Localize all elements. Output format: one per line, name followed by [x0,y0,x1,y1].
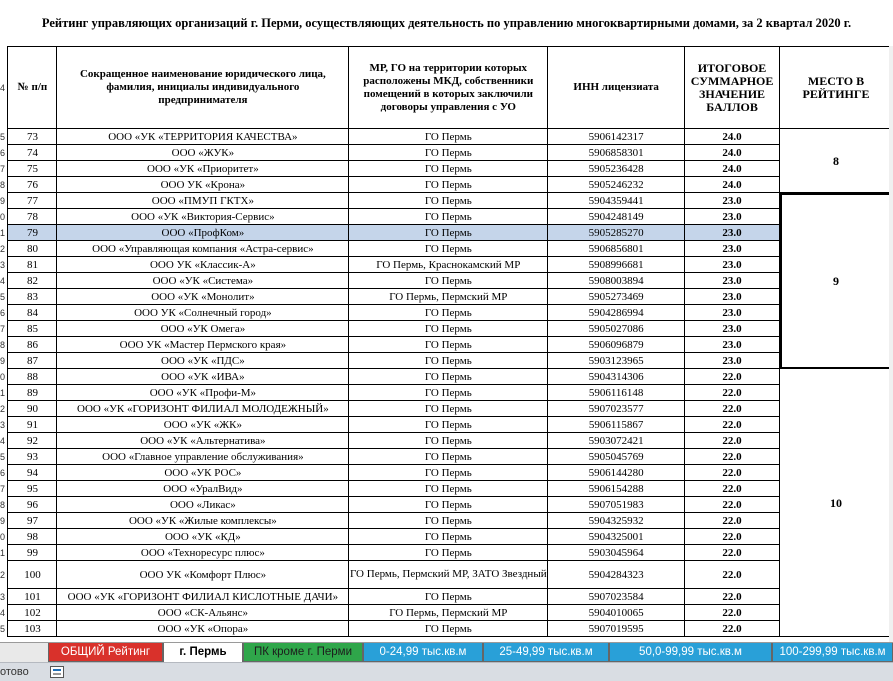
cell-territory[interactable]: ГО Пермь [349,337,548,353]
cell-name[interactable]: ООО «УК РОС» [57,465,349,481]
cell-name[interactable]: ООО «УК «Жилые комплексы» [57,513,349,529]
cell-score[interactable]: 22.0 [685,465,780,481]
cell-num[interactable]: 79 [8,225,57,241]
cell-territory[interactable]: ГО Пермь, Пермский МР [349,605,548,621]
cell-score[interactable]: 22.0 [685,417,780,433]
row-header[interactable]: 5 [0,129,8,145]
cell-num[interactable]: 91 [8,417,57,433]
row-header[interactable]: 4 [0,605,8,621]
cell-num[interactable]: 81 [8,257,57,273]
cell-name[interactable]: ООО «УК «ТЕРРИТОРИЯ КАЧЕСТВА» [57,129,349,145]
cell-territory[interactable]: ГО Пермь [349,545,548,561]
header-num[interactable]: № п/п [8,47,57,129]
table-row[interactable] [0,257,893,273]
cell-territory[interactable]: ГО Пермь [349,305,548,321]
sheet-tab-bar [0,642,893,662]
table-row[interactable] [0,497,893,513]
macro-record-icon[interactable] [50,666,64,678]
row-header[interactable]: 9 [0,513,8,529]
table-row[interactable] [0,177,893,193]
cell-territory[interactable]: ГО Пермь, Пермский МР [349,289,548,305]
table-row[interactable] [0,369,893,385]
cell-inn[interactable]: 5906144280 [548,465,685,481]
cell-name[interactable]: ООО «СК-Альянс» [57,605,349,621]
cell-territory[interactable]: ГО Пермь [349,385,548,401]
cell-territory[interactable]: ГО Пермь [349,401,548,417]
table-row[interactable] [0,401,893,417]
cell-name[interactable]: ООО УК «Комфорт Плюс» [57,561,349,589]
cell-num[interactable]: 75 [8,161,57,177]
cell-inn[interactable]: 5903072421 [548,433,685,449]
cell-name[interactable]: ООО УК «Солнечный город» [57,305,349,321]
row-header[interactable]: 7 [0,321,8,337]
cell-name[interactable]: ООО «УК «ГОРИЗОНТ ФИЛИАЛ КИСЛОТНЫЕ ДАЧИ» [57,589,349,605]
cell-score[interactable]: 23.0 [685,353,780,369]
row-header[interactable]: 3 [0,589,8,605]
cell-territory[interactable]: ГО Пермь [349,321,548,337]
row-header[interactable]: 8 [0,177,8,193]
cell-name[interactable]: ООО «УК «Приоритет» [57,161,349,177]
sheet-tab[interactable]: 100-299,99 тыс.кв.м [772,643,893,662]
cell-name[interactable]: ООО УК «Классик-А» [57,257,349,273]
cell-inn[interactable]: 5906856801 [548,241,685,257]
cell-name[interactable]: ООО «УК «ЖК» [57,417,349,433]
row-header[interactable]: 8 [0,497,8,513]
row-header[interactable]: 5 [0,289,8,305]
sheet-tab[interactable]: 25-49,99 тыс.кв.м [483,643,609,662]
cell-score[interactable]: 23.0 [685,337,780,353]
cell-score[interactable]: 22.0 [685,449,780,465]
table-row[interactable] [0,337,893,353]
cell-score[interactable]: 23.0 [685,321,780,337]
cell-territory[interactable]: ГО Пермь [349,273,548,289]
cell-inn[interactable]: 5907019595 [548,621,685,637]
cell-name[interactable]: ООО «УК «ГОРИЗОНТ ФИЛИАЛ МОЛОДЕЖНЫЙ» [57,401,349,417]
row-header[interactable]: 8 [0,337,8,353]
table-row[interactable] [0,289,893,305]
cell-num[interactable]: 92 [8,433,57,449]
cell-num[interactable]: 96 [8,497,57,513]
cell-score[interactable]: 22.0 [685,401,780,417]
cell-territory[interactable]: ГО Пермь [349,529,548,545]
row-header[interactable]: 9 [0,193,8,209]
cell-num[interactable]: 89 [8,385,57,401]
table-row[interactable] [0,481,893,497]
cell-num[interactable]: 88 [8,369,57,385]
cell-place[interactable]: 8 [780,129,893,193]
row-header[interactable]: 6 [0,305,8,321]
table-row[interactable] [0,513,893,529]
cell-score[interactable]: 22.0 [685,561,780,589]
cell-territory[interactable]: ГО Пермь [349,589,548,605]
cell-place[interactable]: 10 [780,369,893,637]
cell-territory[interactable]: ГО Пермь [349,433,548,449]
table-row[interactable] [0,529,893,545]
cell-num[interactable]: 73 [8,129,57,145]
cell-name[interactable]: ООО «Главное управление обслуживания» [57,449,349,465]
cell-inn[interactable]: 5906116148 [548,385,685,401]
cell-place[interactable]: 9 [780,193,893,369]
cell-territory[interactable]: ГО Пермь [349,513,548,529]
cell-name[interactable]: ООО УК «Крона» [57,177,349,193]
cell-name[interactable]: ООО «Ликас» [57,497,349,513]
cell-score[interactable]: 23.0 [685,209,780,225]
cell-territory[interactable]: ГО Пермь [349,353,548,369]
cell-territory[interactable]: ГО Пермь [349,161,548,177]
cell-score[interactable]: 22.0 [685,529,780,545]
cell-score[interactable]: 23.0 [685,273,780,289]
cell-name[interactable]: ООО «УК «Альтернатива» [57,433,349,449]
cell-score[interactable]: 24.0 [685,161,780,177]
cell-num[interactable]: 97 [8,513,57,529]
cell-inn[interactable]: 5906096879 [548,337,685,353]
cell-name[interactable]: ООО «ПрофКом» [57,225,349,241]
cell-inn[interactable]: 5906154288 [548,481,685,497]
table-row[interactable] [0,605,893,621]
table-row[interactable] [0,161,893,177]
cell-score[interactable]: 22.0 [685,433,780,449]
cell-score[interactable]: 22.0 [685,369,780,385]
cell-inn[interactable]: 5907023584 [548,589,685,605]
cell-territory[interactable]: ГО Пермь [349,177,548,193]
table-row[interactable] [0,589,893,605]
cell-inn[interactable]: 5907051983 [548,497,685,513]
row-header[interactable]: 1 [0,545,8,561]
row-header[interactable]: 3 [0,417,8,433]
table-row[interactable] [0,241,893,257]
cell-territory[interactable]: ГО Пермь [349,145,548,161]
row-header[interactable]: 0 [0,529,8,545]
cell-territory[interactable]: ГО Пермь [349,193,548,209]
table-row[interactable] [0,193,893,209]
cell-inn[interactable]: 5903123965 [548,353,685,369]
cell-name[interactable]: ООО «УК «Профи-М» [57,385,349,401]
cell-score[interactable]: 23.0 [685,305,780,321]
cell-inn[interactable]: 5908996681 [548,257,685,273]
cell-num[interactable]: 86 [8,337,57,353]
cell-name[interactable]: ООО «УралВид» [57,481,349,497]
cell-territory[interactable]: ГО Пермь [349,225,548,241]
cell-inn[interactable]: 5905246232 [548,177,685,193]
cell-num[interactable]: 80 [8,241,57,257]
row-header[interactable]: 4 [0,433,8,449]
cell-num[interactable]: 77 [8,193,57,209]
header-territory[interactable]: МР, ГО на территории которых расположены МКД, собственники помещений в которых заключили договоры управления с УО [349,47,548,129]
cell-territory[interactable]: ГО Пермь [349,209,548,225]
status-text: отово [0,666,29,678]
cell-territory[interactable]: ГО Пермь [349,369,548,385]
cell-score[interactable]: 24.0 [685,177,780,193]
cell-inn[interactable]: 5905045769 [548,449,685,465]
header-name[interactable]: Сокращенное наименование юридического лица, фамилия, инициалы индивидуального предпринимателя [57,47,349,129]
cell-score[interactable]: 22.0 [685,385,780,401]
cell-num[interactable]: 101 [8,589,57,605]
cell-name[interactable]: ООО «ПМУП ГКТХ» [57,193,349,209]
table-row[interactable] [0,545,893,561]
cell-num[interactable]: 90 [8,401,57,417]
cell-inn[interactable]: 5904284323 [548,561,685,589]
row-header[interactable]: 5 [0,621,8,637]
cell-territory[interactable]: ГО Пермь, Краснокамский МР [349,257,548,273]
table-row[interactable] [0,561,893,589]
vertical-scrollbar-edge[interactable] [889,46,893,642]
cell-name[interactable]: ООО «УК «Система» [57,273,349,289]
cell-territory[interactable]: ГО Пермь, Пермский МР, ЗАТО Звездный [349,561,548,589]
cell-territory[interactable]: ГО Пермь [349,497,548,513]
cell-territory[interactable]: ГО Пермь [349,241,548,257]
cell-inn[interactable]: 5906142317 [548,129,685,145]
cell-score[interactable]: 22.0 [685,605,780,621]
cell-name[interactable]: ООО «УК «Опора» [57,621,349,637]
row-header[interactable]: 7 [0,481,8,497]
table-row[interactable] [0,433,893,449]
cell-score[interactable]: 22.0 [685,621,780,637]
table-row[interactable] [0,321,893,337]
sheet-tab[interactable]: 0-24,99 тыс.кв.м [363,643,483,662]
cell-name[interactable]: ООО «УК «ИВА» [57,369,349,385]
table-row[interactable] [0,353,893,369]
cell-inn[interactable]: 5904325932 [548,513,685,529]
cell-name[interactable]: ООО «УК Омега» [57,321,349,337]
cell-score[interactable]: 22.0 [685,513,780,529]
cell-inn[interactable]: 5906858301 [548,145,685,161]
cell-num[interactable]: 95 [8,481,57,497]
cell-name[interactable]: ООО «УК «Виктория-Сервис» [57,209,349,225]
cell-inn[interactable]: 5904010065 [548,605,685,621]
cell-inn[interactable]: 5904314306 [548,369,685,385]
row-header[interactable]: 2 [0,241,8,257]
cell-inn[interactable]: 5906115867 [548,417,685,433]
cell-name[interactable]: ООО «Техноресурс плюс» [57,545,349,561]
cell-territory[interactable]: ГО Пермь [349,129,548,145]
table-row[interactable] [0,449,893,465]
cell-score[interactable]: 22.0 [685,545,780,561]
cell-name[interactable]: ООО «ЖУК» [57,145,349,161]
cell-name[interactable]: ООО «УК «Монолит» [57,289,349,305]
row-header[interactable]: 5 [0,449,8,465]
cell-score[interactable]: 23.0 [685,289,780,305]
header-place[interactable]: МЕСТО В РЕЙТИНГЕ [780,47,893,129]
status-bar [0,662,893,681]
header-inn[interactable]: ИНН лицензиата [548,47,685,129]
cell-name[interactable]: ООО «УК «КД» [57,529,349,545]
cell-inn[interactable]: 5904248149 [548,209,685,225]
row-header[interactable]: 6 [0,145,8,161]
cell-score[interactable]: 22.0 [685,497,780,513]
cell-num[interactable]: 94 [8,465,57,481]
cell-inn[interactable]: 5907023577 [548,401,685,417]
cell-inn[interactable]: 5904359441 [548,193,685,209]
table-row[interactable] [0,209,893,225]
row-header[interactable]: 0 [0,209,8,225]
sheet-title [0,0,893,46]
row-header[interactable]: 4 [0,47,8,129]
cell-inn[interactable]: 5908003894 [548,273,685,289]
cell-inn[interactable]: 5905273469 [548,289,685,305]
cell-score[interactable]: 23.0 [685,193,780,209]
table-row[interactable] [0,385,893,401]
cell-score[interactable]: 23.0 [685,257,780,273]
row-header[interactable]: 4 [0,273,8,289]
cell-score[interactable]: 22.0 [685,589,780,605]
header-row [0,47,893,129]
spreadsheet-grid[interactable] [0,46,893,642]
cell-territory[interactable]: ГО Пермь [349,481,548,497]
cell-territory[interactable]: ГО Пермь [349,465,548,481]
header-score[interactable]: ИТОГОВОЕ СУММАРНОЕ ЗНАЧЕНИЕ БАЛЛОВ [685,47,780,129]
sheet-tab[interactable]: ОБЩИЙ Рейтинг [48,643,163,662]
cell-score[interactable]: 22.0 [685,481,780,497]
cell-inn[interactable]: 5903045964 [548,545,685,561]
row-header[interactable]: 9 [0,353,8,369]
cell-inn[interactable]: 5904286994 [548,305,685,321]
cell-num[interactable]: 83 [8,289,57,305]
rating-table[interactable] [0,46,893,637]
row-header[interactable]: 2 [0,401,8,417]
cell-num[interactable]: 76 [8,177,57,193]
cell-score[interactable]: 24.0 [685,129,780,145]
sheet-title-text: Рейтинг управляющих организаций г. Перми, осуществляющих деятельность по управлению многоквартирными домами, за 2 квартал 2020 г. [41,15,852,30]
cell-score[interactable]: 23.0 [685,225,780,241]
cell-num[interactable]: 87 [8,353,57,369]
cell-score[interactable]: 24.0 [685,145,780,161]
table-row[interactable] [0,305,893,321]
row-header[interactable]: 0 [0,369,8,385]
table-row[interactable] [0,145,893,161]
cell-inn[interactable]: 5905285270 [548,225,685,241]
cell-territory[interactable]: ГО Пермь [349,417,548,433]
cell-num[interactable]: 84 [8,305,57,321]
row-header[interactable]: 1 [0,225,8,241]
cell-name[interactable]: ООО УК «Мастер Пермского края» [57,337,349,353]
table-row[interactable] [0,129,893,145]
row-header[interactable]: 3 [0,257,8,273]
cell-name[interactable]: ООО «Управляющая компания «Астра-сервис» [57,241,349,257]
table-row[interactable] [0,465,893,481]
cell-inn[interactable]: 5905027086 [548,321,685,337]
cell-num[interactable]: 82 [8,273,57,289]
table-row[interactable] [0,417,893,433]
row-header[interactable]: 2 [0,561,8,589]
table-row[interactable] [0,273,893,289]
table-row[interactable] [0,225,893,241]
cell-num[interactable]: 78 [8,209,57,225]
row-header[interactable]: 7 [0,161,8,177]
sheet-tab[interactable]: ПК кроме г. Перми [243,643,363,662]
cell-num[interactable]: 98 [8,529,57,545]
cell-num[interactable]: 85 [8,321,57,337]
table-row[interactable] [0,621,893,637]
cell-inn[interactable]: 5904325001 [548,529,685,545]
sheet-tab[interactable]: г. Пермь [163,643,243,662]
cell-name[interactable]: ООО «УК «ПДС» [57,353,349,369]
cell-num[interactable]: 103 [8,621,57,637]
cell-territory[interactable]: ГО Пермь [349,621,548,637]
cell-num[interactable]: 74 [8,145,57,161]
cell-num[interactable]: 93 [8,449,57,465]
cell-num[interactable]: 99 [8,545,57,561]
sheet-tab[interactable]: 50,0-99,99 тыс.кв.м [609,643,772,662]
row-header[interactable]: 6 [0,465,8,481]
cell-score[interactable]: 23.0 [685,241,780,257]
cell-inn[interactable]: 5905236428 [548,161,685,177]
cell-num[interactable]: 100 [8,561,57,589]
cell-num[interactable]: 102 [8,605,57,621]
row-header[interactable]: 1 [0,385,8,401]
cell-territory[interactable]: ГО Пермь [349,449,548,465]
